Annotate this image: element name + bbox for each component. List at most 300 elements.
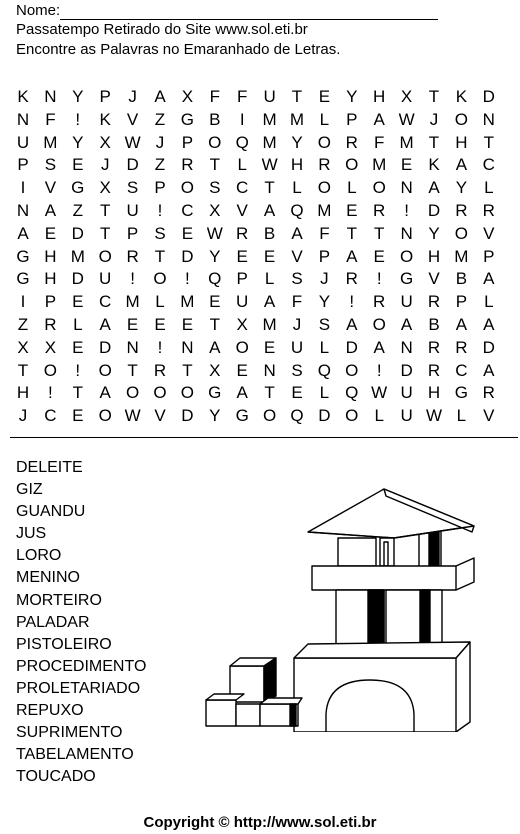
- grid-cell[interactable]: M: [180, 292, 195, 312]
- grid-cell[interactable]: F: [45, 109, 56, 129]
- grid-cell[interactable]: R: [455, 337, 468, 357]
- grid-cell[interactable]: T: [72, 383, 83, 403]
- grid-cell[interactable]: T: [428, 132, 440, 152]
- grid-row: [10, 86, 510, 108]
- grid-cell[interactable]: L: [484, 292, 494, 312]
- word-item: MENINO: [16, 569, 80, 587]
- grid-cell[interactable]: D: [345, 337, 358, 357]
- word-item: MORTEIRO: [16, 591, 102, 609]
- grid-cell[interactable]: M: [317, 201, 332, 220]
- grid-cell[interactable]: Y: [209, 406, 221, 426]
- grid-cell[interactable]: T: [346, 223, 357, 243]
- grid-cell[interactable]: E: [44, 223, 57, 243]
- grid-cell[interactable]: U: [400, 383, 413, 403]
- grid-cell[interactable]: A: [483, 360, 495, 380]
- grid-cell[interactable]: N: [400, 337, 413, 357]
- grid-cell[interactable]: N: [181, 337, 194, 357]
- grid-cell[interactable]: U: [290, 337, 304, 357]
- grid-cell[interactable]: L: [292, 178, 302, 198]
- grid-cell[interactable]: O: [454, 109, 468, 129]
- grid-cell[interactable]: J: [155, 132, 165, 152]
- grid-cell[interactable]: A: [209, 337, 221, 357]
- grid-cell[interactable]: L: [319, 337, 330, 357]
- grid-cell[interactable]: !: [75, 360, 81, 380]
- grid-cell[interactable]: S: [209, 178, 221, 198]
- grid-cell[interactable]: E: [181, 223, 194, 243]
- grid-cell[interactable]: P: [126, 223, 139, 243]
- grid-cell[interactable]: B: [428, 315, 440, 334]
- grid-cell[interactable]: E: [154, 315, 166, 334]
- grid-cell[interactable]: V: [428, 269, 440, 289]
- grid-cell[interactable]: Q: [345, 383, 359, 403]
- grid-cell[interactable]: B: [209, 109, 221, 129]
- grid-cell[interactable]: T: [373, 223, 385, 243]
- grid-cell[interactable]: G: [208, 383, 222, 403]
- grid-cell[interactable]: C: [455, 360, 468, 380]
- grid-cell[interactable]: H: [455, 132, 468, 152]
- grid-cell[interactable]: I: [239, 109, 245, 129]
- grid-cell[interactable]: U: [126, 201, 139, 220]
- grid-cell[interactable]: O: [43, 360, 57, 380]
- grid-cell[interactable]: D: [99, 337, 112, 357]
- name-label: Nome:: [16, 2, 61, 19]
- grid-cell[interactable]: B: [263, 223, 276, 243]
- grid-cell[interactable]: J: [100, 155, 110, 175]
- grid-cell[interactable]: Q: [290, 406, 304, 426]
- grid-cell[interactable]: N: [400, 223, 413, 243]
- grid-cell[interactable]: R: [482, 383, 495, 403]
- grid-cell[interactable]: R: [427, 292, 441, 312]
- grid-cell[interactable]: S: [291, 269, 303, 289]
- grid-cell[interactable]: T: [264, 178, 275, 198]
- grid-cell[interactable]: C: [236, 178, 249, 198]
- grid-cell[interactable]: Q: [208, 269, 222, 289]
- grid-cell[interactable]: O: [98, 406, 112, 426]
- grid-cell[interactable]: !: [185, 269, 190, 289]
- grid-cell[interactable]: T: [127, 360, 138, 380]
- grid-cell[interactable]: K: [99, 109, 111, 129]
- grid-cell[interactable]: O: [345, 360, 359, 380]
- grid-cell[interactable]: N: [263, 360, 276, 380]
- grid-cell[interactable]: O: [180, 383, 194, 403]
- grid-cell[interactable]: K: [455, 87, 468, 106]
- grid-cell[interactable]: M: [262, 132, 277, 152]
- grid-cell[interactable]: S: [126, 178, 139, 198]
- grid-cell[interactable]: J: [18, 406, 28, 426]
- grid-cell[interactable]: I: [20, 292, 26, 312]
- grid-cell[interactable]: Z: [154, 155, 166, 175]
- grid-cell[interactable]: Y: [346, 87, 358, 106]
- grid-cell[interactable]: C: [44, 406, 57, 426]
- grid-cell[interactable]: V: [483, 223, 495, 243]
- grid-cell[interactable]: S: [154, 223, 166, 243]
- name-line: [16, 2, 438, 20]
- grid-cell[interactable]: E: [209, 292, 221, 312]
- grid-cell[interactable]: D: [181, 246, 194, 266]
- grid-cell[interactable]: O: [180, 178, 194, 198]
- grid-cell[interactable]: Z: [154, 109, 166, 129]
- grid-cell[interactable]: F: [236, 87, 248, 106]
- grid-cell[interactable]: W: [261, 155, 278, 175]
- grid-cell[interactable]: J: [429, 109, 439, 129]
- grid-cell[interactable]: L: [319, 383, 330, 403]
- grid-cell[interactable]: Y: [72, 132, 84, 152]
- grid-cell[interactable]: M: [289, 109, 305, 129]
- copyright: Copyright © http://www.sol.eti.br: [143, 814, 377, 831]
- grid-cell[interactable]: G: [16, 246, 30, 266]
- grid-cell[interactable]: L: [264, 269, 275, 289]
- grid-cell[interactable]: A: [483, 315, 495, 334]
- grid-cell[interactable]: W: [124, 406, 141, 426]
- grid-cell[interactable]: R: [181, 155, 194, 175]
- grid-cell[interactable]: P: [318, 246, 331, 266]
- grid-cell[interactable]: X: [181, 87, 194, 106]
- grid-cell[interactable]: R: [482, 201, 495, 220]
- grid-cell[interactable]: H: [373, 87, 386, 106]
- grid-cell[interactable]: !: [75, 109, 81, 129]
- grid-cell[interactable]: O: [345, 406, 359, 426]
- grid-cell[interactable]: E: [72, 337, 84, 357]
- grid-cell[interactable]: H: [290, 155, 304, 175]
- grid-cell[interactable]: M: [125, 292, 140, 312]
- grid-cell[interactable]: H: [44, 246, 57, 266]
- grid-cell[interactable]: T: [209, 315, 220, 334]
- grid-cell[interactable]: E: [400, 155, 413, 175]
- grid-cell[interactable]: L: [374, 406, 384, 426]
- grid-cell[interactable]: D: [482, 87, 495, 106]
- grid-cell[interactable]: X: [99, 178, 111, 198]
- grid-cell[interactable]: F: [319, 223, 330, 243]
- grid-cell[interactable]: Z: [17, 315, 29, 334]
- grid-cell[interactable]: P: [483, 246, 495, 266]
- grid-cell[interactable]: V: [126, 109, 139, 129]
- grid-cell[interactable]: A: [44, 201, 57, 220]
- grid-cell[interactable]: V: [483, 406, 495, 426]
- grid-cell[interactable]: H: [16, 383, 30, 403]
- grid-cell[interactable]: O: [153, 383, 167, 403]
- grid-row: [10, 360, 510, 382]
- grid-cell[interactable]: Q: [235, 132, 249, 152]
- letter-grid: [10, 86, 510, 426]
- grid-cell[interactable]: R: [455, 201, 468, 220]
- grid-cell[interactable]: S: [291, 360, 303, 380]
- grid-cell[interactable]: G: [235, 406, 249, 426]
- word-item: LORO: [16, 547, 62, 565]
- grid-cell[interactable]: R: [44, 315, 57, 334]
- grid-cell[interactable]: J: [128, 87, 137, 106]
- grid-row: [10, 405, 510, 427]
- grid-cell[interactable]: H: [44, 269, 57, 289]
- grid-cell[interactable]: V: [236, 201, 248, 220]
- grid-cell[interactable]: !: [404, 201, 409, 220]
- grid-cell[interactable]: O: [98, 246, 112, 266]
- grid-cell[interactable]: N: [44, 87, 57, 106]
- grid-cell[interactable]: A: [346, 246, 358, 266]
- grid-cell[interactable]: Y: [291, 132, 303, 152]
- grid-cell[interactable]: O: [372, 315, 386, 334]
- grid-cell[interactable]: R: [318, 155, 331, 175]
- grid-row: [10, 291, 510, 313]
- grid-cell[interactable]: T: [17, 360, 29, 380]
- grid-row: [10, 132, 510, 154]
- grid-cell[interactable]: W: [124, 132, 141, 152]
- grid-cell[interactable]: A: [99, 383, 111, 403]
- grid-cell[interactable]: G: [71, 178, 85, 198]
- grid-cell[interactable]: D: [71, 269, 84, 289]
- grid-cell[interactable]: O: [399, 246, 414, 266]
- grid-cell[interactable]: O: [153, 269, 167, 289]
- grid-cell[interactable]: X: [209, 201, 221, 220]
- grid-cell[interactable]: T: [99, 223, 111, 243]
- grid-cell[interactable]: C: [181, 201, 194, 220]
- grid-cell[interactable]: O: [345, 155, 359, 175]
- grid-cell[interactable]: M: [454, 246, 469, 266]
- grid-cell[interactable]: Z: [72, 201, 83, 220]
- grid-cell[interactable]: M: [399, 132, 414, 152]
- grid-cell[interactable]: M: [262, 109, 277, 129]
- grid-cell[interactable]: J: [320, 269, 329, 289]
- grid-cell[interactable]: O: [98, 360, 112, 380]
- grid-cell[interactable]: E: [72, 155, 84, 175]
- grid-cell[interactable]: A: [263, 201, 276, 220]
- grid-cell[interactable]: R: [236, 223, 249, 243]
- grid-cell[interactable]: A: [236, 383, 248, 403]
- grid-cell[interactable]: U: [263, 87, 276, 106]
- grid-cell[interactable]: X: [17, 337, 29, 357]
- grid-cell[interactable]: A: [373, 337, 385, 357]
- grid-cell[interactable]: !: [349, 292, 355, 312]
- grid-cell[interactable]: R: [126, 246, 139, 266]
- grid-row: [10, 109, 510, 131]
- grid-cell[interactable]: T: [182, 360, 193, 380]
- grid-cell[interactable]: H: [427, 383, 441, 403]
- grid-cell[interactable]: O: [262, 406, 277, 426]
- grid-cell[interactable]: P: [44, 292, 57, 312]
- grid-cell[interactable]: Y: [72, 87, 84, 106]
- grid-cell[interactable]: P: [181, 132, 194, 152]
- grid-cell[interactable]: K: [428, 155, 440, 175]
- grid-cell[interactable]: E: [346, 201, 358, 220]
- grid-cell[interactable]: T: [428, 87, 440, 106]
- grid-cell[interactable]: E: [263, 337, 276, 357]
- grid-cell[interactable]: U: [16, 132, 30, 152]
- subtitle: Passatempo Retirado do Site www.sol.eti.br: [16, 21, 308, 38]
- grid-cell[interactable]: R: [345, 132, 358, 152]
- grid-cell[interactable]: P: [99, 87, 111, 106]
- grid-cell[interactable]: D: [400, 360, 413, 380]
- grid-cell[interactable]: E: [373, 246, 385, 266]
- grid-row: [10, 268, 510, 290]
- grid-cell[interactable]: H: [427, 246, 441, 266]
- grid-cell[interactable]: R: [345, 269, 358, 289]
- grid-row: [10, 154, 510, 176]
- word-item: SUPRIMENTO: [16, 724, 123, 742]
- grid-cell[interactable]: G: [16, 269, 30, 289]
- name-blank[interactable]: [60, 5, 438, 20]
- grid-cell[interactable]: P: [346, 109, 358, 129]
- grid-cell[interactable]: R: [427, 360, 441, 380]
- grid-cell[interactable]: A: [428, 178, 440, 198]
- grid-cell[interactable]: L: [347, 178, 357, 198]
- grid-cell[interactable]: X: [400, 87, 413, 106]
- word-item: PROLETARIADO: [16, 679, 141, 697]
- grid-cell[interactable]: C: [99, 292, 112, 312]
- grid-cell[interactable]: T: [99, 201, 111, 220]
- grid-cell[interactable]: A: [400, 315, 413, 334]
- grid-cell[interactable]: X: [99, 132, 111, 152]
- grid-cell[interactable]: Y: [209, 246, 221, 266]
- grid-cell[interactable]: Q: [290, 201, 304, 220]
- grid-cell[interactable]: V: [154, 406, 166, 426]
- instructions: Encontre as Palavras no Emaranhado de Letras.: [16, 41, 341, 58]
- grid-cell[interactable]: E: [181, 315, 194, 334]
- grid-cell[interactable]: N: [126, 337, 139, 357]
- grid-cell[interactable]: Y: [318, 292, 331, 312]
- grid-cell[interactable]: E: [126, 315, 139, 334]
- grid-cell[interactable]: D: [181, 406, 194, 426]
- grid-cell[interactable]: P: [455, 292, 468, 312]
- grid-cell[interactable]: D: [318, 406, 331, 426]
- grid-cell[interactable]: !: [48, 383, 53, 403]
- grid-cell[interactable]: E: [318, 87, 331, 106]
- grid-cell[interactable]: R: [153, 360, 167, 380]
- grid-cell[interactable]: A: [483, 269, 495, 289]
- grid-cell[interactable]: R: [373, 292, 386, 312]
- grid-cell[interactable]: O: [317, 178, 331, 198]
- grid-cell[interactable]: F: [209, 87, 220, 106]
- grid-cell[interactable]: O: [372, 178, 386, 198]
- grid-cell[interactable]: B: [455, 269, 468, 289]
- grid-cell[interactable]: R: [373, 201, 386, 220]
- grid-cell[interactable]: A: [291, 223, 303, 243]
- grid-cell[interactable]: G: [399, 269, 414, 289]
- grid-cell[interactable]: A: [99, 315, 111, 334]
- grid-cell[interactable]: U: [99, 269, 112, 289]
- grid-cell[interactable]: M: [372, 155, 387, 175]
- grid-cell[interactable]: E: [291, 383, 303, 403]
- grid-cell[interactable]: O: [454, 223, 468, 243]
- grid-cell[interactable]: X: [209, 360, 221, 380]
- grid-cell[interactable]: N: [482, 109, 495, 129]
- word-item: JUS: [16, 525, 47, 543]
- grid-cell[interactable]: N: [16, 109, 30, 129]
- grid-cell[interactable]: N: [16, 201, 30, 220]
- grid-cell[interactable]: L: [73, 315, 83, 334]
- grid-cell[interactable]: L: [484, 178, 494, 198]
- grid-cell[interactable]: Q: [317, 360, 331, 380]
- grid-cell[interactable]: W: [398, 109, 415, 129]
- grid-cell[interactable]: X: [236, 315, 248, 334]
- grid-cell[interactable]: O: [125, 383, 140, 403]
- word-item: PROCEDIMENTO: [16, 657, 147, 675]
- grid-cell[interactable]: N: [400, 178, 413, 198]
- grid-cell[interactable]: T: [264, 383, 275, 403]
- word-item: PALADAR: [16, 613, 90, 631]
- grid-cell[interactable]: P: [236, 269, 248, 289]
- grid-cell[interactable]: J: [292, 315, 302, 334]
- grid-cell[interactable]: A: [263, 292, 276, 312]
- grid-row: [10, 246, 510, 268]
- grid-cell[interactable]: L: [319, 109, 330, 129]
- grid-cell[interactable]: E: [263, 246, 276, 266]
- grid-cell[interactable]: O: [208, 132, 222, 152]
- grid-cell[interactable]: S: [318, 315, 331, 334]
- grid-cell[interactable]: W: [425, 406, 443, 426]
- grid-cell[interactable]: D: [482, 337, 495, 357]
- grid-cell[interactable]: M: [70, 246, 85, 266]
- grid-cell[interactable]: Y: [428, 223, 440, 243]
- grid-cell[interactable]: K: [17, 87, 29, 106]
- grid-cell[interactable]: G: [180, 109, 194, 129]
- grid-cell[interactable]: A: [154, 87, 166, 106]
- word-item: DELEITE: [16, 459, 83, 476]
- grid-cell[interactable]: U: [400, 292, 413, 312]
- grid-row: [10, 337, 510, 359]
- grid-cell[interactable]: !: [157, 337, 163, 357]
- grid-cell[interactable]: Y: [455, 178, 468, 198]
- grid-row: [10, 314, 510, 336]
- grid-cell[interactable]: U: [400, 406, 413, 426]
- grid-cell[interactable]: E: [236, 360, 248, 380]
- grid-cell[interactable]: L: [456, 406, 467, 426]
- grid-cell[interactable]: L: [237, 155, 247, 175]
- grid-cell[interactable]: !: [376, 269, 382, 289]
- grid-cell[interactable]: W: [371, 383, 388, 403]
- grid-cell[interactable]: D: [126, 155, 139, 175]
- grid-cell[interactable]: M: [43, 132, 58, 152]
- grid-cell[interactable]: F: [373, 132, 385, 152]
- grid-cell[interactable]: W: [206, 223, 223, 243]
- word-item: PISTOLEIRO: [16, 635, 112, 653]
- grid-cell[interactable]: T: [154, 246, 166, 266]
- grid-cell[interactable]: T: [209, 155, 220, 175]
- grid-cell[interactable]: V: [44, 178, 57, 198]
- grid-cell[interactable]: A: [373, 109, 385, 129]
- grid-cell[interactable]: F: [291, 292, 303, 312]
- grid-cell[interactable]: M: [262, 315, 277, 334]
- grid-cell[interactable]: A: [346, 315, 358, 334]
- grid-cell[interactable]: P: [17, 155, 29, 175]
- grid-cell[interactable]: L: [155, 292, 165, 312]
- grid-cell[interactable]: E: [72, 292, 84, 312]
- grid-cell[interactable]: D: [427, 201, 441, 220]
- grid-cell[interactable]: O: [317, 132, 331, 152]
- grid-cell[interactable]: T: [483, 132, 494, 152]
- word-item: REPUXO: [16, 702, 84, 720]
- grid-cell[interactable]: X: [44, 337, 57, 357]
- grid-cell[interactable]: A: [455, 315, 468, 334]
- grid-cell[interactable]: S: [44, 155, 57, 175]
- word-list: [16, 457, 146, 788]
- grid-cell[interactable]: !: [130, 269, 135, 289]
- grid-cell[interactable]: E: [236, 246, 248, 266]
- grid-cell[interactable]: G: [454, 383, 468, 403]
- grid-cell[interactable]: A: [17, 223, 29, 243]
- grid-cell[interactable]: !: [157, 201, 163, 220]
- grid-cell[interactable]: U: [236, 292, 249, 312]
- grid-cell[interactable]: V: [291, 246, 303, 266]
- grid-cell[interactable]: P: [154, 178, 166, 198]
- grid-cell[interactable]: A: [455, 155, 468, 175]
- grid-cell[interactable]: D: [71, 223, 84, 243]
- grid-cell[interactable]: C: [482, 155, 495, 175]
- grid-cell[interactable]: O: [235, 337, 249, 357]
- grid-cell[interactable]: E: [72, 406, 84, 426]
- grid-cell[interactable]: T: [291, 87, 303, 106]
- grid-cell[interactable]: !: [376, 360, 382, 380]
- grid-cell[interactable]: I: [20, 178, 26, 198]
- grid-cell[interactable]: R: [427, 337, 441, 357]
